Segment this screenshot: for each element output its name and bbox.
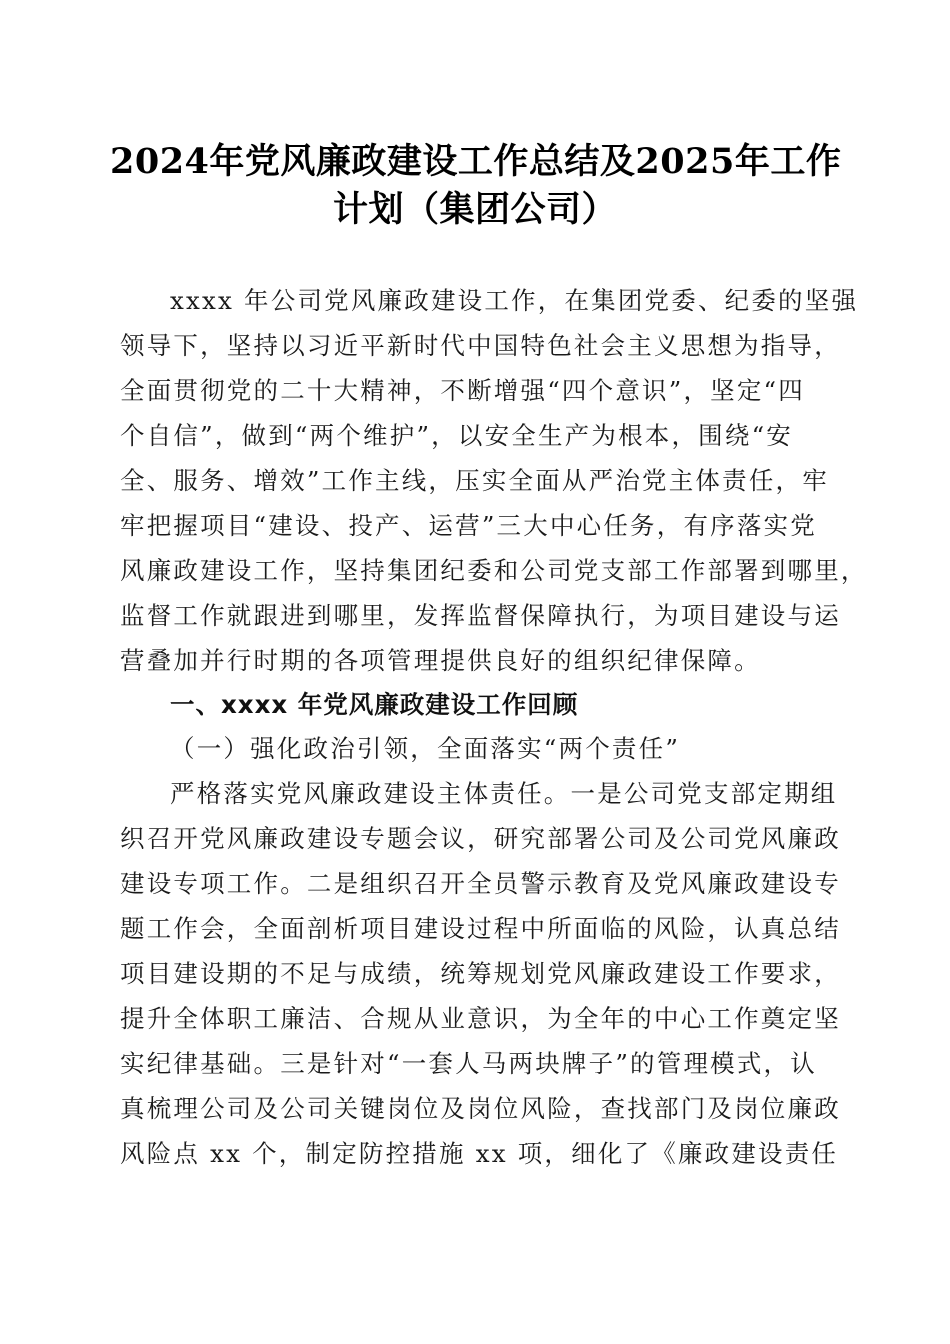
- para1-line-2: 织召开党风廉政建设专题会议，研究部署公司及公司党风廉政: [120, 824, 841, 853]
- para1-line-4: 题工作会，全面剖析项目建设过程中所面临的风险，认真总结: [120, 914, 841, 943]
- intro-line-4: 个自信”，做到“两个维护”，以安全生产为根本，围绕“安: [120, 421, 793, 450]
- section-heading-1: 一、xxxx 年党风廉政建设工作回顾: [170, 690, 579, 719]
- para1-line-1: 严格落实党风廉政建设主体责任。一是公司党支部定期组: [170, 779, 838, 808]
- intro-line-3: 全面贯彻党的二十大精神，不断增强“四个意识”，坚定“四: [120, 376, 805, 405]
- title-line-2: 计划（集团公司）: [332, 189, 617, 230]
- intro-line-1: xxxx 年公司党风廉政建设工作，在集团党委、纪委的坚强: [170, 286, 859, 315]
- intro-line-8: 监督工作就跟进到哪里，发挥监督保障执行，为项目建设与运: [120, 601, 841, 630]
- intro-line-5: 全、服务、增效”工作主线，压实全面从严治党主体责任，牢: [120, 466, 829, 495]
- intro-line-6: 牢把握项目“建设、投产、运营”三大中心任务，有序落实党: [120, 511, 817, 540]
- para1-line-3: 建设专项工作。二是组织召开全员警示教育及党风廉政建设专: [120, 869, 841, 898]
- para1-line-9: 风险点 xx 个，制定防控措施 xx 项，细化了《廉政建设责任: [120, 1139, 839, 1168]
- para1-line-6: 提升全体职工廉洁、合规从业意识，为全年的中心工作奠定坚: [120, 1004, 841, 1033]
- title-line-1: 2024年党风廉政建设工作总结及2025年工作: [110, 141, 842, 182]
- intro-line-2: 领导下，坚持以习近平新时代中国特色社会主义思想为指导，: [120, 331, 841, 360]
- para1-line-5: 项目建设期的不足与成绩，统筹规划党风廉政建设工作要求，: [120, 959, 841, 988]
- intro-line-9: 营叠加并行时期的各项管理提供良好的组织纪律保障。: [120, 646, 761, 675]
- para1-line-8: 真梳理公司及公司关键岗位及岗位风险，查找部门及岗位廉政: [120, 1094, 841, 1123]
- intro-line-7: 风廉政建设工作，坚持集团纪委和公司党支部工作部署到哪里，: [120, 556, 868, 585]
- document-title: [110, 138, 840, 234]
- para1-line-7: 实纪律基础。三是针对“一套人马两块牌子”的管理模式，认: [120, 1049, 817, 1078]
- subsection-heading-1: （一）强化政治引领，全面落实“两个责任”: [170, 734, 681, 763]
